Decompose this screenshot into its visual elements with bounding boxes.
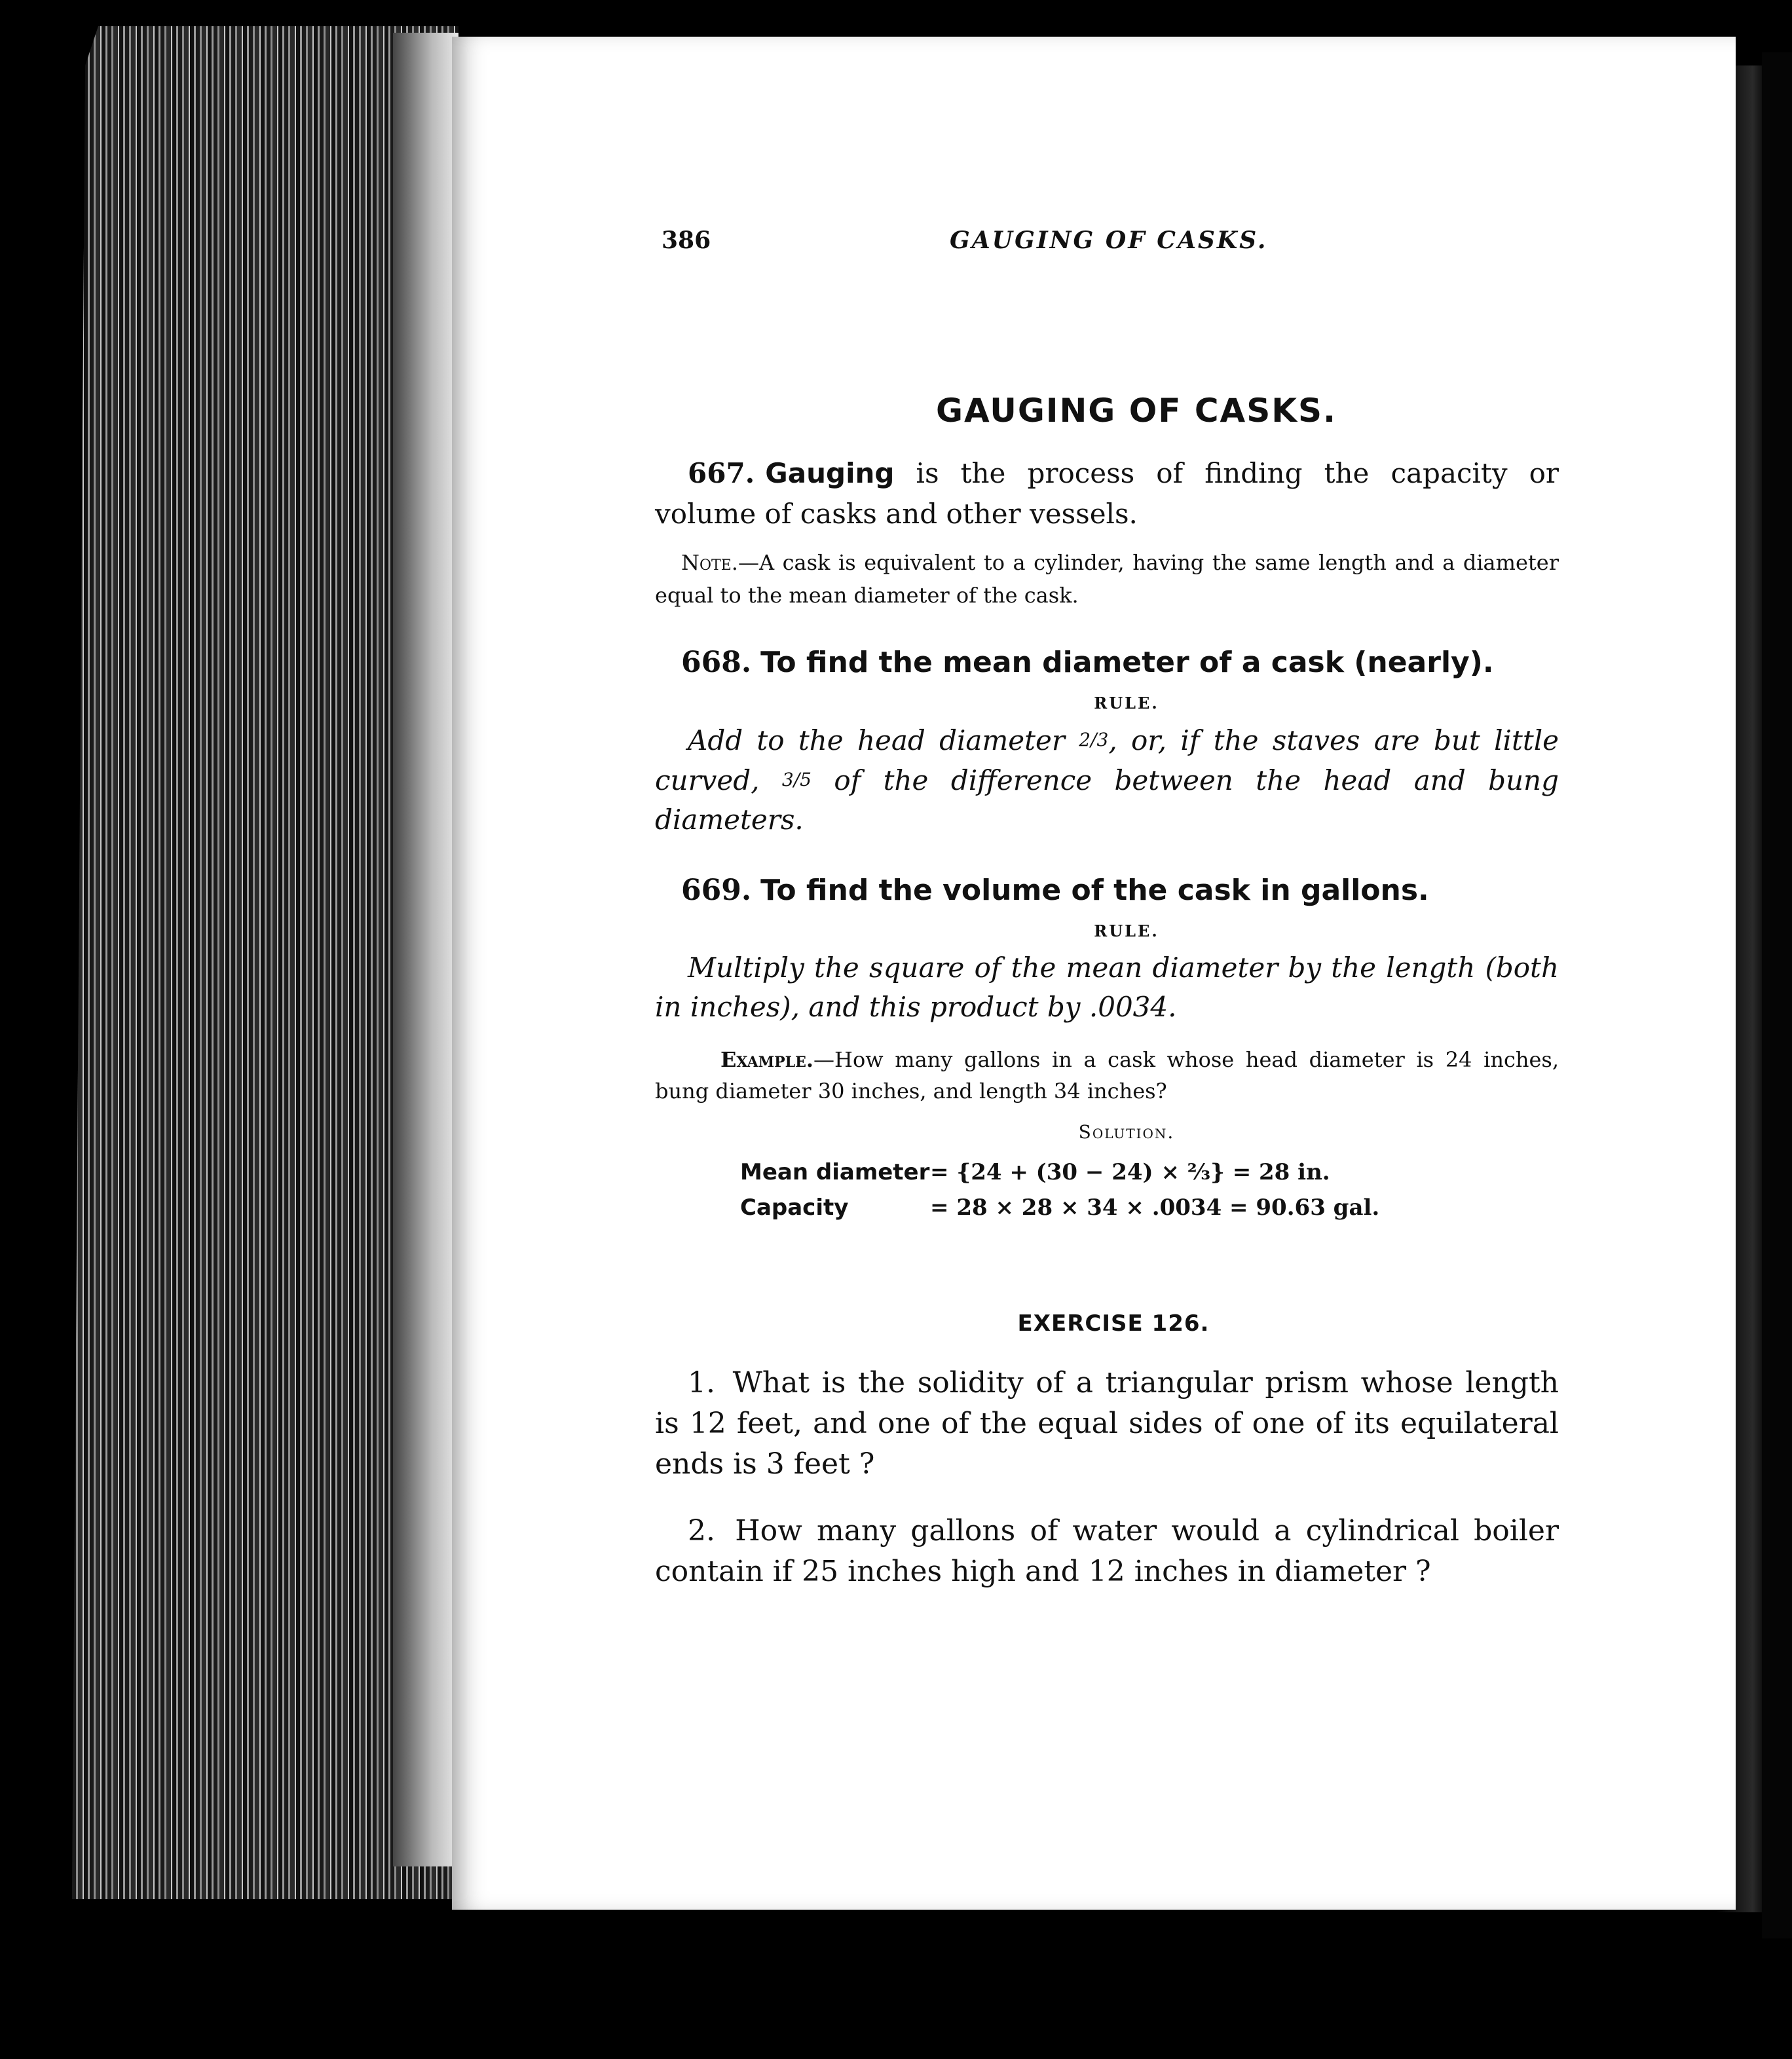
running-head — [662, 227, 1559, 254]
exercise-title: EXERCISE 126. — [1017, 1310, 1210, 1337]
rule-label: RULE. — [1094, 921, 1159, 940]
question-text: How many gallons of water would a cylindrical boiler contain if 25 inches high and 12 inches in diameter ? — [655, 1514, 1559, 1588]
section-667 — [655, 453, 1559, 534]
calc-row — [740, 1190, 1559, 1225]
page-number: 386 — [662, 227, 711, 254]
page-content — [655, 227, 1559, 1592]
definition-text: is the process of finding the capacity or volume of casks and other vessels. — [655, 457, 1559, 530]
rule-text-part: , or, if the staves are but little curved, — [655, 724, 1559, 796]
right-book-edge — [1762, 52, 1792, 1938]
example — [655, 1044, 1559, 1107]
heading-text: To find the volume of the cask in gallons. — [760, 874, 1429, 907]
section-number: 667. — [688, 457, 755, 489]
rule-text-668 — [655, 720, 1559, 840]
note-lead: Note. — [681, 550, 738, 575]
question-text: What is the solidity of a triangular prism whose length is 12 feet, and one of the equal sides of one of its equilateral ends is 3 feet ? — [655, 1366, 1559, 1481]
calc-expression: = {24 + (30 − 24) × ⅔} = 28 in. — [930, 1159, 1330, 1185]
rule-label: RULE. — [1094, 694, 1159, 713]
book-page — [452, 37, 1736, 1910]
section-number: 669. — [681, 874, 752, 907]
gutter-shadow — [393, 33, 458, 1866]
exercise-question — [655, 1363, 1559, 1485]
calc-label: Capacity — [740, 1195, 849, 1221]
example-lead: Example. — [720, 1047, 814, 1072]
fraction: 3/5 — [781, 769, 812, 790]
running-title: GAUGING OF CASKS. — [950, 227, 1268, 254]
calc-label: Mean diameter — [740, 1159, 930, 1185]
note-text: —A cask is equivalent to a cylinder, having the same length and a diameter equal to the mean diameter of the cask. — [655, 550, 1559, 608]
section-number: 668. — [681, 646, 752, 679]
question-number: 2. — [688, 1514, 715, 1548]
note — [655, 546, 1559, 612]
section-668-heading — [655, 646, 1559, 679]
question-number: 1. — [688, 1366, 715, 1400]
fraction: 2/3 — [1079, 729, 1109, 751]
heading-text: To find the mean diameter of a cask (nearly). — [760, 646, 1494, 679]
rule-text-part: of the difference between the head and bung diameters. — [655, 764, 1559, 836]
chapter-title: GAUGING OF CASKS. — [936, 392, 1337, 430]
exercise-question — [655, 1511, 1559, 1592]
rule-text-669 — [655, 948, 1559, 1027]
calc-expression: = 28 × 28 × 34 × .0034 = 90.63 gal. — [930, 1195, 1380, 1221]
section-669-heading — [655, 874, 1559, 907]
defined-term: Gauging — [765, 457, 895, 489]
rule-text-part: Add to the head diameter — [688, 724, 1065, 756]
example-text: —How many gallons in a cask whose head diameter is 24 inches, bung diameter 30 inches, and length 34 inches? — [655, 1047, 1559, 1104]
solution-calculation — [740, 1155, 1559, 1225]
solution-label: Solution. — [1078, 1121, 1175, 1143]
calc-row — [740, 1155, 1559, 1190]
rule-text-part: Multiply the square of the mean diameter by the length (both in inches), and this product by .0034. — [655, 952, 1559, 1023]
